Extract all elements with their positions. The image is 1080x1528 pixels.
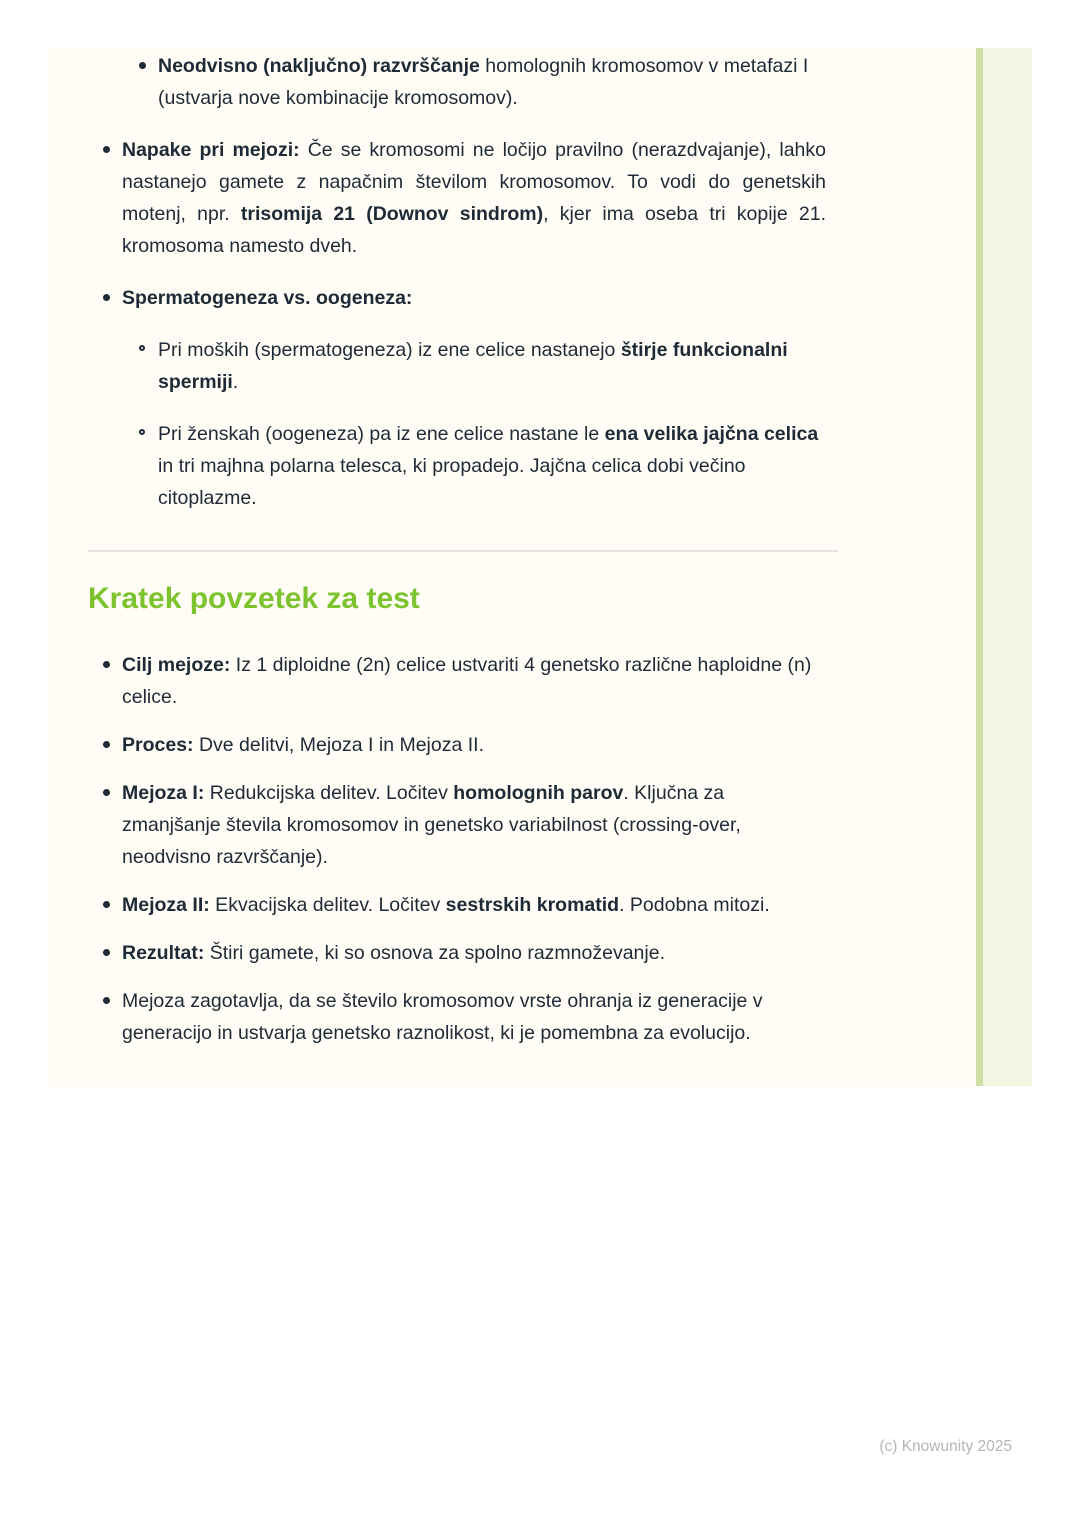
list-item: [88, 889, 838, 921]
list-item-text: Mejoza zagotavlja, da se število kromosomov vrste ohranja iz generacije v generacijo in ustvarja genetsko raznolikost, ki je pomembna za evolucijo.: [122, 990, 763, 1044]
bullet-list-top: [88, 50, 838, 514]
disc-bullet-icon: [103, 997, 110, 1004]
circle-bullet-icon: [139, 345, 145, 351]
list-item: [88, 937, 838, 969]
content-card: [48, 48, 1032, 1086]
list-item: [88, 729, 838, 761]
disc-bullet-icon: [139, 62, 146, 69]
section-heading: Kratek povzetek za test: [88, 582, 420, 615]
list-item-text: Proces: Dve delitvi, Mejoza I in Mejoza II.: [122, 734, 484, 756]
list-item-text: Pri moških (spermatogeneza) iz ene celice nastanejo štirje funkcionalni spermiji.: [158, 339, 788, 393]
list-item: [88, 985, 838, 1049]
list-item: [88, 134, 838, 262]
list-item: [88, 649, 838, 713]
disc-bullet-icon: [103, 294, 110, 301]
list-item-text: Pri ženskah (oogeneza) pa iz ene celice nastane le ena velika jajčna celica in tri majhna polarna telesca, ki propadejo. Jajčna celica dobi večino citoplazme.: [158, 423, 819, 509]
page-edge-accent-stripe: [976, 48, 1032, 1086]
list-item-text: Napake pri mejozi: Če se kromosomi ne ločijo pravilno (nerazdvajanje), lahko nastanejo gamete z napačnim številom kromosomov. To vodi do genetskih motenj, npr. trisomija 21 (Downov sindrom), kjer ima oseba tri kopije 21. kromosoma namesto dveh.: [122, 139, 826, 257]
bullet-list-summary: [88, 649, 838, 1049]
list-item: [88, 777, 838, 873]
list-item-text: Neodvisno (naključno) razvrščanje homolognih kromosomov v metafazi I (ustvarja nove kombinacije kromosomov).: [158, 55, 809, 109]
disc-bullet-icon: [103, 741, 110, 748]
list-item: [88, 418, 838, 514]
list-item-text: Mejoza II: Ekvacijska delitev. Ločitev sestrskih kromatid. Podobna mitozi.: [122, 894, 770, 916]
list-item-text: Spermatogeneza vs. oogeneza:: [122, 287, 413, 309]
disc-bullet-icon: [103, 789, 110, 796]
disc-bullet-icon: [103, 949, 110, 956]
disc-bullet-icon: [103, 901, 110, 908]
list-item-text: Cilj mejoze: Iz 1 diploidne (2n) celice ustvariti 4 genetsko različne haploidne (n) celice.: [122, 654, 812, 708]
list-item-text: Rezultat: Štiri gamete, ki so osnova za spolno razmnoževanje.: [122, 942, 665, 964]
copyright-footer: (c) Knowunity 2025: [879, 1438, 1012, 1455]
disc-bullet-icon: [103, 661, 110, 668]
list-item: [88, 282, 838, 314]
list-item: [88, 334, 838, 398]
disc-bullet-icon: [103, 146, 110, 153]
circle-bullet-icon: [139, 429, 145, 435]
list-item-text: Mejoza I: Redukcijska delitev. Ločitev homolognih parov. Ključna za zmanjšanje števila kromosomov in genetsko variabilnost (crossing-over, neodvisno razvrščanje).: [122, 782, 741, 868]
list-item: [88, 50, 838, 114]
section-divider: [88, 550, 838, 552]
document-content: [88, 50, 838, 1049]
